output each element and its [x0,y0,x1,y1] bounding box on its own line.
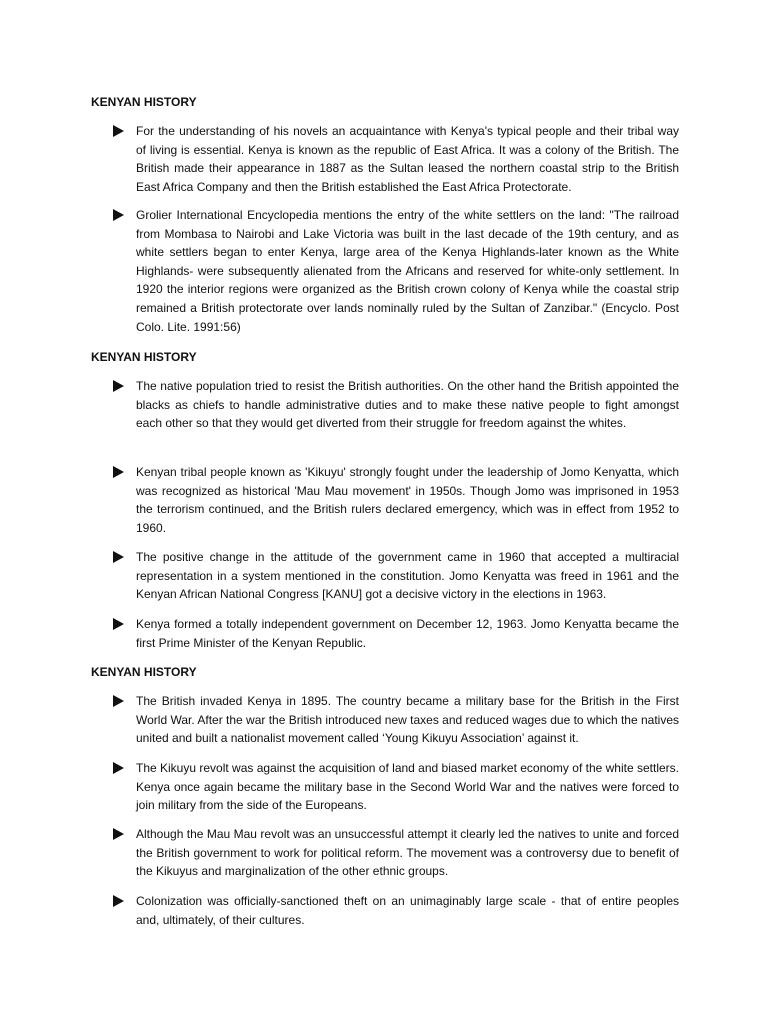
section-heading: KENYAN HISTORY [91,95,197,109]
bullet-text: The positive change in the attitude of the government came in 1960 that accepted a multiracial representation in a system mentioned in the constitution. Jomo Kenyatta was freed in 1961 and the Kenyan African National Congress [KANU] got a decisive victory in the elections in 1963. [136,550,679,602]
triangle-bullet-icon [113,895,124,907]
list-item [113,377,679,433]
list-item [113,463,679,537]
bullet-text: Although the Mau Mau revolt was an unsuccessful attempt it clearly led the natives to unite and forced the British government to work for political reform. The movement was a controversy due to benefit of the Kikuyus and marginalization of the other ethnic groups. [136,827,679,879]
bullet-text: The native population tried to resist the British authorities. On the other hand the British appointed the blacks as chiefs to handle administrative duties and to make these native people to fight amongst each other so that they would get diverted from their struggle for freedom against the whites. [136,379,679,431]
section-heading: KENYAN HISTORY [91,665,197,679]
bullet-text: The Kikuyu revolt was against the acquisition of land and biased market economy of the white settlers. Kenya once again became the military base in the Second World War and the natives were forced to join military from the side of the Europeans. [136,761,679,813]
bullet-text: Kenyan tribal people known as 'Kikuyu' strongly fought under the leadership of Jomo Kenyatta, which was recognized as historical 'Mau Mau movement' in 1950s. Though Jomo was imprisoned in 1953 the terrorism continued, and the British rulers declared emergency, which was in effect from 1952 to 1960. [136,465,679,535]
bullet-text: Kenya formed a totally independent government on December 12, 1963. Jomo Kenyatta became the first Prime Minister of the Kenyan Republic. [136,617,679,650]
triangle-bullet-icon [113,762,124,774]
triangle-bullet-icon [113,209,124,221]
list-item [113,892,679,929]
triangle-bullet-icon [113,125,124,137]
triangle-bullet-icon [113,466,124,478]
triangle-bullet-icon [113,695,124,707]
bullet-text: For the understanding of his novels an acquaintance with Kenya's typical people and their tribal way of living is essential. Kenya is known as the republic of East Africa. It was a colony of the British. The British made their appearance in 1887 as the Sultan leased the northern coastal strip to the British East Africa Company and then the British established the East Africa Protectorate. [136,124,679,194]
list-item [113,206,679,336]
list-item [113,122,679,196]
bullet-text: The British invaded Kenya in 1895. The country became a military base for the British in the First World War. After the war the British introduced new taxes and reduced wages due to which the natives united and built a nationalist movement called ‘Young Kikuyu Association’ against it. [136,694,679,746]
bullet-text: Colonization was officially-sanctioned theft on an unimaginably large scale - that of entire peoples and, ultimately, of their cultures. [136,894,679,927]
bullet-text: Grolier International Encyclopedia mentions the entry of the white settlers on the land: "The railroad from Mombasa to Nairobi and Lake Victoria was built in the last decade of the 19th century, and as white settlers began to enter Kenya, large area of the Kenya Highlands-later known as the White Highlands- were subsequently alienated from the Africans and reserved for white-only settlement. In 1920 the interior regions were organized as the British crown colony of Kenya while the coastal strip remained a British protectorate over lands nominally ruled by the Sultan of Zanzibar." (Encyclo. Post Colo. Lite. 1991:56) [136,208,679,334]
list-item [113,759,679,815]
list-item [113,615,679,652]
triangle-bullet-icon [113,618,124,630]
triangle-bullet-icon [113,380,124,392]
list-item [113,548,679,604]
section-heading: KENYAN HISTORY [91,350,197,364]
list-item [113,692,679,748]
triangle-bullet-icon [113,828,124,840]
triangle-bullet-icon [113,551,124,563]
list-item [113,825,679,881]
